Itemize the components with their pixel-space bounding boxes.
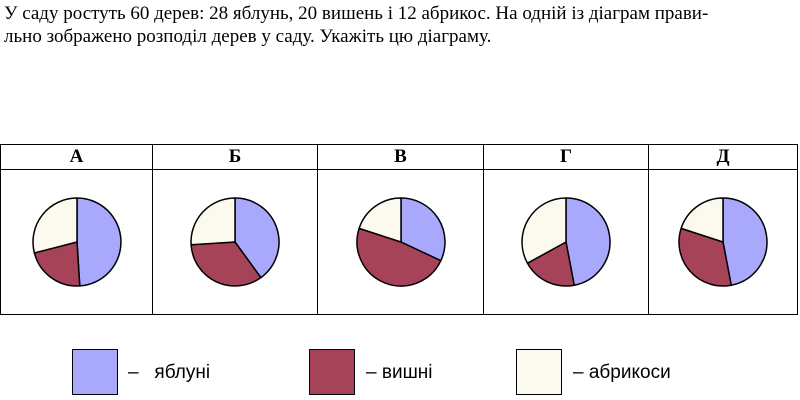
pie-chart-v	[346, 187, 456, 297]
legend-label-apricot: абрикоси	[588, 362, 671, 383]
question-line-2: льно зображено розподіл дерев у саду. Укажіть цю діаграму.	[4, 26, 492, 47]
option-label-b: Б	[153, 145, 318, 170]
pie-chart-h	[511, 187, 621, 297]
legend-dash: –	[128, 362, 139, 383]
slice-apricot	[191, 198, 235, 245]
legend-label-cherry: вишні	[381, 362, 433, 383]
legend-dash: –	[573, 362, 584, 383]
legend-item-apricot	[573, 362, 671, 384]
slice-apple	[77, 198, 121, 286]
option-label-v: В	[318, 145, 484, 170]
legend-label-apple: яблуні	[154, 362, 211, 383]
option-label-a: А	[1, 145, 153, 170]
option-cell-b[interactable]	[153, 170, 318, 315]
legend-swatch-cherry	[309, 349, 355, 395]
option-label-d: Д	[649, 145, 798, 170]
legend-item-cherry	[366, 362, 433, 384]
pie-chart-d	[668, 187, 778, 297]
pie-chart-b	[180, 187, 290, 297]
option-label-h: Г	[484, 145, 649, 170]
slice-apple	[566, 198, 610, 285]
option-cell-a[interactable]	[1, 170, 153, 315]
option-cell-h[interactable]	[484, 170, 649, 315]
legend-swatch-apple	[72, 349, 118, 395]
legend-item-apple	[128, 362, 210, 384]
option-cell-d[interactable]	[649, 170, 798, 315]
slice-apple	[723, 198, 767, 285]
answer-options-table	[0, 144, 798, 315]
legend-swatch-apricot	[516, 349, 562, 395]
question-text	[4, 2, 800, 48]
legend-dash: –	[366, 362, 377, 383]
question-line-1: У саду ростуть 60 дерев: 28 яблунь, 20 вишень і 12 абрикос. На одній із діаграм прави-	[4, 3, 709, 24]
pie-chart-a	[22, 187, 132, 297]
option-cell-v[interactable]	[318, 170, 484, 315]
